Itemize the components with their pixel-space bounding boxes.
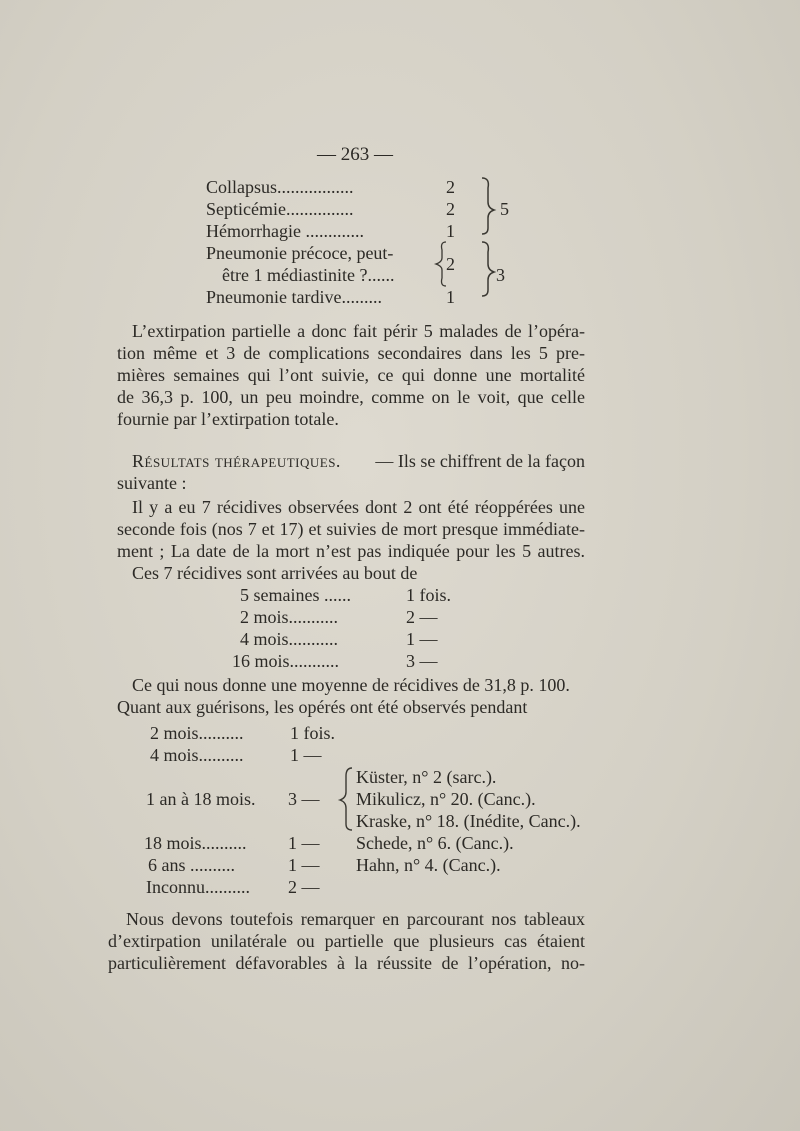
recidive-delay: 16 mois........... (232, 651, 340, 671)
complication-label: être 1 médiastinite ?...... (222, 265, 395, 285)
guerison-delay: 18 mois.......... (144, 833, 247, 853)
paragraph-line: particulièrement défavorables à la réussite de l’opération, no- (108, 953, 585, 973)
paragraph-line: suivante : (117, 473, 187, 493)
paragraph-line: Nous devons toutefois remarquer en parcourant nos tableaux (126, 909, 585, 929)
paragraph-line: seconde fois (nos 7 et 17) et suivies de mort presque immédiate- (117, 519, 585, 539)
complication-count: 1 (446, 287, 455, 307)
complication-count: 2 (446, 199, 455, 219)
guerison-count: 1 — (290, 745, 322, 765)
complication-label: Septicémie............... (206, 199, 354, 219)
brace-icon (340, 768, 352, 830)
group-total: 3 (496, 265, 505, 285)
guerison-count: 1 — (288, 833, 320, 853)
guerison-count: 2 — (288, 877, 320, 897)
recidive-delay: 4 mois........... (240, 629, 339, 649)
results-intro: — Ils se chiffrent de la façon (375, 451, 585, 471)
results-line (132, 450, 585, 472)
complication-label: Hémorrhagie ............. (206, 221, 364, 241)
guerison-count: 1 — (288, 855, 320, 875)
complication-count: 2 (446, 177, 455, 197)
paragraph-line: Il y a eu 7 récidives observées dont 2 ont été réoppérées une (132, 497, 585, 517)
complication-label: Collapsus................. (206, 177, 354, 197)
guerison-note: Schede, n° 6. (Canc.). (356, 833, 514, 853)
guerison-note: Kraske, n° 18. (Inédite, Canc.). (356, 811, 581, 831)
page-number: — 263 — (317, 144, 393, 165)
brace-inner (436, 242, 446, 286)
paragraph-line: de 36,3 p. 100, un peu moindre, comme on le voit, que celle (117, 387, 585, 407)
complication-label: Pneumonie précoce, peut- (206, 243, 394, 263)
paragraph-line: fournie par l’extirpation totale. (117, 409, 339, 429)
brace-group-2 (482, 242, 494, 296)
recidive-delay: 2 mois........... (240, 607, 339, 627)
guerison-note: Mikulicz, n° 20. (Canc.). (356, 789, 536, 809)
guerison-brace (336, 764, 356, 834)
guerison-note: Küster, n° 2 (sarc.). (356, 767, 497, 787)
paragraph-line: tion même et 3 de complications secondaires dans les 5 pre- (117, 343, 585, 363)
paragraph-line: ment ; La date de la mort n’est pas indiquée pour les 5 autres. (117, 541, 585, 561)
group-total: 5 (500, 199, 509, 219)
paragraph-line: Quant aux guérisons, les opérés ont été observés pendant (117, 697, 528, 717)
brace-group-1 (482, 178, 494, 234)
guerison-count: 3 — (288, 789, 320, 809)
complication-braces (430, 172, 500, 312)
paragraph-line: Ce qui nous donne une moyenne de récidives de 31,8 p. 100. (132, 675, 570, 695)
guerison-count: 1 fois. (290, 723, 335, 743)
paragraph-line: L’extirpation partielle a donc fait périr 5 malades de l’opéra- (132, 321, 585, 341)
section-heading: Résultats thérapeutiques. (132, 451, 341, 471)
recidive-count: 1 — (406, 629, 438, 649)
complication-label: Pneumonie tardive......... (206, 287, 382, 307)
complication-count: 2 (446, 254, 455, 274)
paragraph-line: d’extirpation unilatérale ou partielle que plusieurs cas étaient (108, 931, 585, 951)
guerison-note: Hahn, n° 4. (Canc.). (356, 855, 501, 875)
guerison-delay: 1 an à 18 mois. (146, 789, 256, 809)
guerison-delay: 6 ans .......... (148, 855, 235, 875)
recidive-count: 1 fois. (406, 585, 451, 605)
guerison-delay: 4 mois.......... (150, 745, 244, 765)
recidive-delay: 5 semaines ...... (240, 585, 351, 605)
paragraph-line: Ces 7 récidives sont arrivées au bout de (132, 563, 418, 583)
complication-count: 1 (446, 221, 455, 241)
paragraph-line: mières semaines qui l’ont suivie, ce qui donne une mortalité (117, 365, 585, 385)
recidive-count: 3 — (406, 651, 438, 671)
guerison-delay: 2 mois.......... (150, 723, 244, 743)
recidive-count: 2 — (406, 607, 438, 627)
guerison-delay: Inconnu.......... (146, 877, 250, 897)
